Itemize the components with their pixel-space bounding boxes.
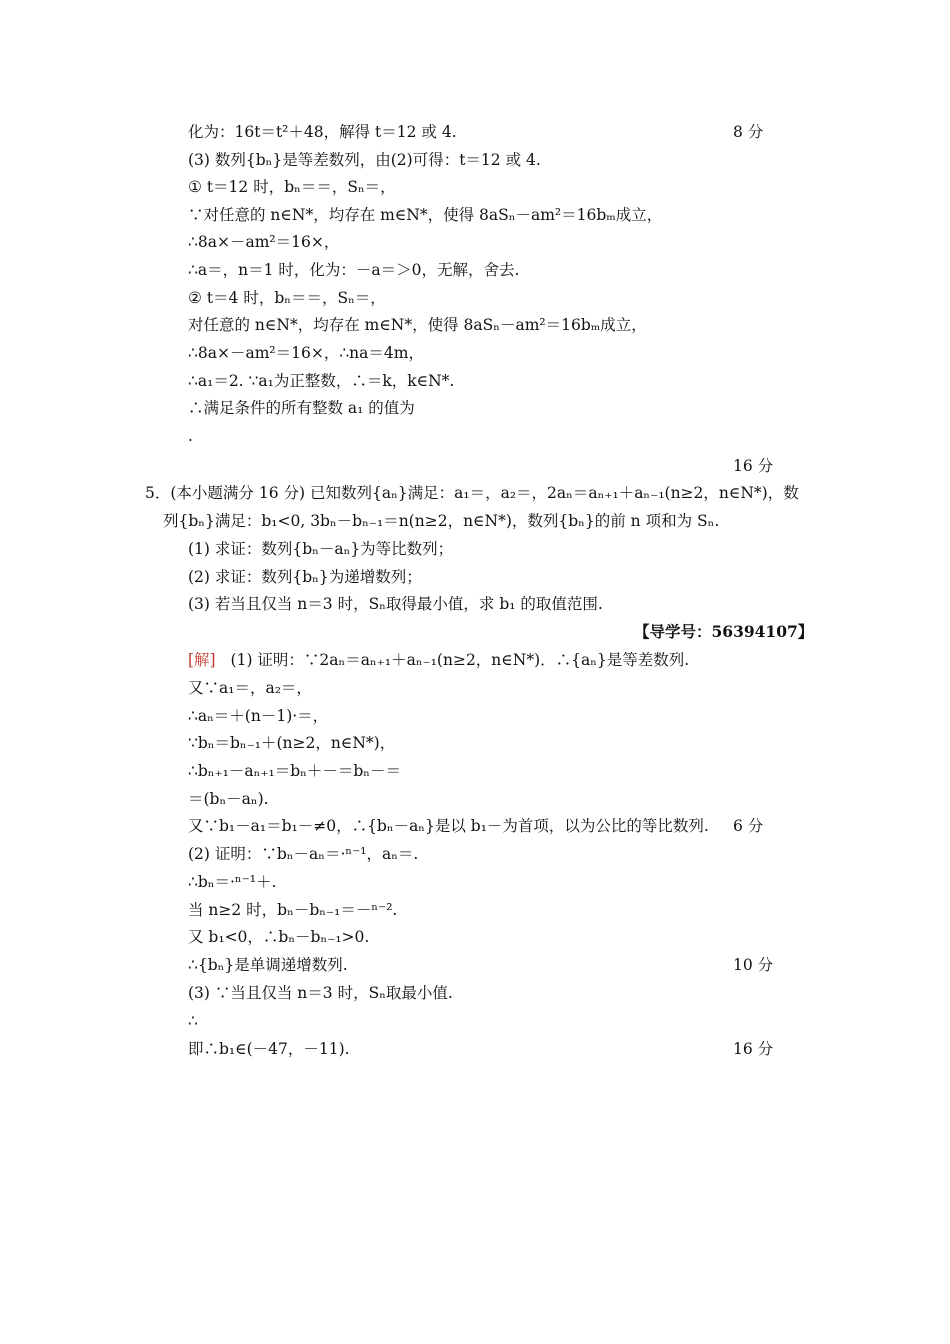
solution-line: (2) 证明：∵bₙ－aₙ＝·ⁿ⁻¹，aₙ＝. xyxy=(188,845,419,863)
score-mark: 16 分 xyxy=(733,457,774,475)
solution-line: 即∴b₁∈(－47，－11). xyxy=(188,1040,350,1058)
text-line: 化为：16t＝t²＋48，解得 t＝12 或 4. xyxy=(188,123,457,141)
score-mark: 6 分 xyxy=(733,817,764,835)
problem-stem: 列{bₙ}满足：b₁<0, 3bₙ－bₙ₋₁＝n(n≥2，n∈N*)，数列{bₙ}的前 n 项和为 Sₙ. xyxy=(163,512,720,530)
text-line: ∴a＝，n＝1 时，化为：－a＝＞0，无解，舍去. xyxy=(188,261,520,279)
text-line: ∴8a×－am²＝16×，∴na＝4m， xyxy=(188,344,424,362)
score-mark: 8 分 xyxy=(733,123,764,141)
solution-line: ∴bₙ＝·ⁿ⁻¹＋. xyxy=(188,873,277,891)
solution-line: 当 n≥2 时，bₙ－bₙ₋₁＝－ⁿ⁻². xyxy=(188,901,398,919)
solution-line: 又∵b₁－a₁＝b₁－≠0，∴{bₙ－aₙ}是以 b₁－为首项，以为公比的等比数列. xyxy=(188,817,709,835)
text-line: ① t＝12 时，bₙ＝＝，Sₙ＝， xyxy=(188,178,396,196)
text-line: ∴满足条件的所有整数 a₁ 的值为 xyxy=(188,399,415,417)
text-line: (3) 数列{bₙ}是等差数列，由(2)可得：t＝12 或 4. xyxy=(188,151,541,169)
guide-number: 【导学号：56394107】 xyxy=(634,622,814,641)
text-line: ∴a₁＝2. ∵a₁为正整数，∴＝k，k∈N*. xyxy=(188,372,455,390)
solution-line: (3) ∵当且仅当 n＝3 时，Sₙ取最小值. xyxy=(188,984,453,1002)
score-mark: 16 分 xyxy=(733,1040,774,1058)
text-line: ② t＝4 时，bₙ＝＝，Sₙ＝， xyxy=(188,289,386,307)
text-line: . xyxy=(188,427,193,445)
solution-line: ＝(bₙ－aₙ). xyxy=(188,790,269,808)
text-line: ∵对任意的 n∈N*，均存在 m∈N*，使得 8aSₙ－am²＝16bₘ成立， xyxy=(188,206,663,224)
question-3: (3) 若当且仅当 n＝3 时，Sₙ取得最小值，求 b₁ 的取值范围. xyxy=(188,595,603,613)
solution-line: ∴bₙ₊₁－aₙ₊₁＝bₙ＋－＝bₙ－＝ xyxy=(188,762,401,780)
score-mark: 10 分 xyxy=(733,956,774,974)
solution-line: 又∵a₁＝，a₂＝， xyxy=(188,679,312,697)
text-line: ∴8a×－am²＝16×， xyxy=(188,233,340,251)
question-2: (2) 求证：数列{bₙ}为递增数列； xyxy=(188,568,422,586)
solution-line: ∴aₙ＝＋(n－1)·＝， xyxy=(188,707,329,725)
question-1: (1) 求证：数列{bₙ－aₙ}为等比数列； xyxy=(188,540,454,558)
solution-line xyxy=(188,650,689,670)
solution-line: 又 b₁<0，∴bₙ－bₙ₋₁>0. xyxy=(188,928,370,946)
solution-line: ∴{bₙ}是单调递增数列. xyxy=(188,956,348,974)
solution-line: ∵bₙ＝bₙ₋₁＋(n≥2，n∈N*)， xyxy=(188,734,396,752)
solution-text: (1) 证明：∵2aₙ＝aₙ₊₁＋aₙ₋₁(n≥2，n∈N*)．∴{aₙ}是等差数列. xyxy=(230,651,690,669)
problem-stem: 5．(本小题满分 16 分) 已知数列{aₙ}满足：a₁＝，a₂＝，2aₙ＝aₙ₊₁＋aₙ₋₁(n≥2，n∈N*)，数 xyxy=(145,484,799,502)
solution-label: [解] xyxy=(188,651,216,669)
text-line: 对任意的 n∈N*，均存在 m∈N*，使得 8aSₙ－am²＝16bₘ成立， xyxy=(188,316,647,334)
solution-line: ∴ xyxy=(188,1012,198,1030)
